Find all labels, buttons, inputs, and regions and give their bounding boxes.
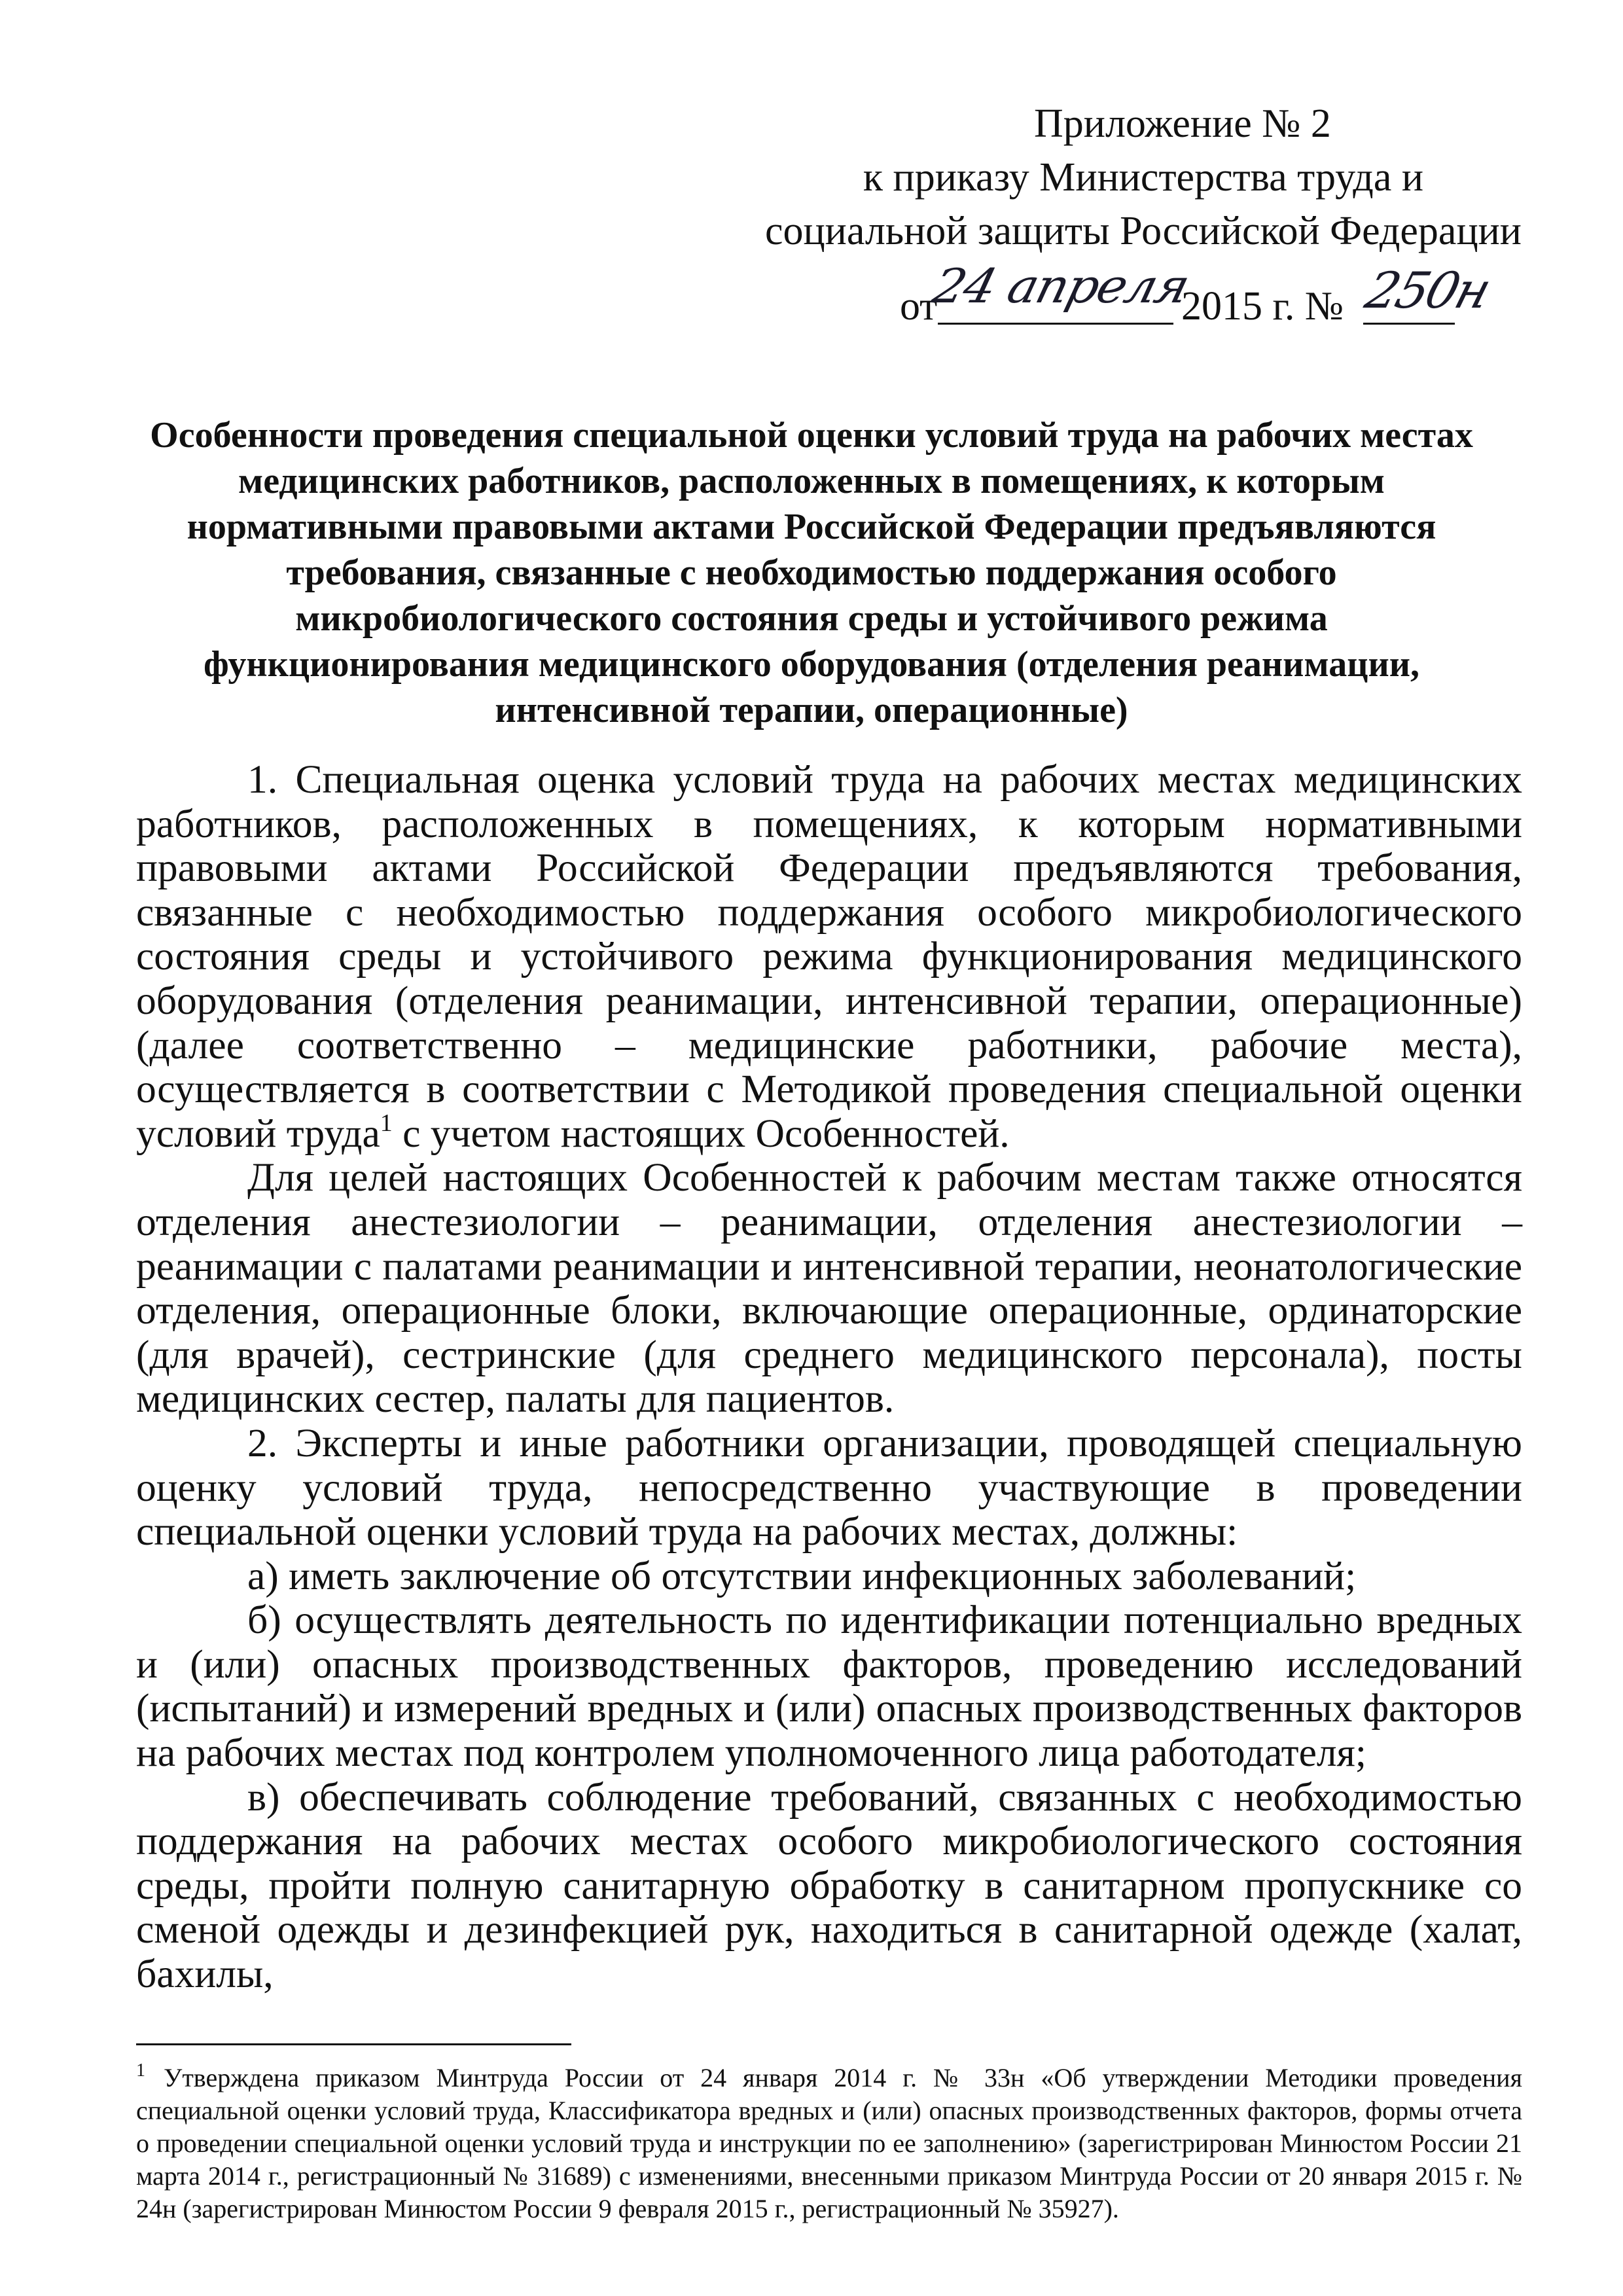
handwritten-order-number: 250н [1359,261,1496,319]
footnote-ref: 1 [380,1109,393,1137]
paragraph-3: 2. Эксперты и иные работники организации, проводящей специальную оценку условий труда, непосредственно участвующие в проведении специальной оценки условий труда на рабочих местах, должны: [136,1420,1522,1554]
title-line: требования, связанные с необходимостью поддержания особого [286,552,1337,593]
list-item-b: б) осуществлять деятельность по идентификации потенциально вредных и (или) опасных производственных факторов, проведению исследований (испытаний) и измерений вредных и (или) опасных производственных факторов на рабочих местах под контролем уполномоченного лица работодателя; [136,1598,1522,1776]
footnote-text: Утверждена приказом Минтруда России от 24 января 2014 г. № 33н «Об утверждении Методики проведения специальной оценки условий труда, Классификатора вредных и (или) опасных производственных факторов, формы отчета о проведении специальной оценки условий труда и инструкции по ее заполнению» (зарегистрирован Минюстом России 21 марта 2014 г., регистрационный № 31689) с изменениями, внесенными приказом Минтруда России от 20 января 2015 г. № 24н (зарегистрирован Минюстом России 9 февраля 2015 г., регистрационный № 35927). [136,2063,1522,2223]
document-body [136,758,1522,1997]
appendix-reference [765,97,1522,258]
title-line: Особенности проведения специальной оценки условий труда на рабочих местах [150,415,1473,456]
appendix-order-ref: к приказу Министерства труда и [863,155,1424,200]
appendix-number: Приложение № 2 [1034,101,1331,146]
list-item-c: в) обеспечивать соблюдение требований, связанных с необходимостью поддержания на рабочих местах особого микробиологического состояния среды, пройти полную санитарную обработку в санитарном пропускнике со сменой одежды и дезинфекцией рук, находиться в санитарной одежде (халат, бахилы, [136,1774,1522,1997]
handwritten-date: 24 апреля [927,259,1194,314]
number-underline [1363,323,1455,325]
date-underline [938,323,1173,325]
document-title [124,412,1499,733]
paragraph-1 [136,758,1522,1156]
footnote-separator [136,2043,571,2045]
date-prefix: от [900,284,938,329]
list-item-a: а) иметь заключение об отсутствии инфекционных заболеваний; [247,1553,1357,1598]
title-line: медицинских работников, расположенных в помещениях, к которым [238,461,1385,501]
order-year-label: 2015 г. № [1181,284,1344,329]
paragraph-2: Для целей настоящих Особенностей к рабочим местам также относятся отделения анестезиологии – реанимации, отделения анестезиологии – реанимации с палатами реанимации и интенсивной терапии, неонатологические отделения, операционные блоки, включающие операционные, ординаторские (для врачей), сестринские (для среднего медицинского персонала), посты медицинских сестер, палаты для пациентов. [136,1155,1522,1422]
paragraph-1-tail: с учетом настоящих Особенностей. [392,1111,1010,1156]
title-line: нормативными правовыми актами Российской Федерации предъявляются [187,507,1436,547]
title-line: микробиологического состояния среды и устойчивого режима [295,598,1328,639]
footnote-mark: 1 [136,2060,145,2081]
title-line: интенсивной терапии, операционные) [495,690,1128,730]
title-line: функционирования медицинского оборудования (отделения реанимации, [203,644,1420,685]
paragraph-1-text: 1. Специальная оценка условий труда на рабочих местах медицинских работников, расположенных в помещениях, к которым нормативными правовыми актами Российской Федерации предъявляются требования, связанные с необходимостью поддержания особого микробиологического состояния среды и устойчивого режима функционирования медицинского оборудования (отделения реанимации, интенсивной терапии, операционные) (далее соответственно – медицинские работники, рабочие места), осуществляется в соответствии с Методикой проведения специальной оценки условий труда [136,757,1522,1156]
appendix-ministry: социальной защиты Российской Федерации [764,209,1522,253]
footnote [136,2062,1522,2225]
